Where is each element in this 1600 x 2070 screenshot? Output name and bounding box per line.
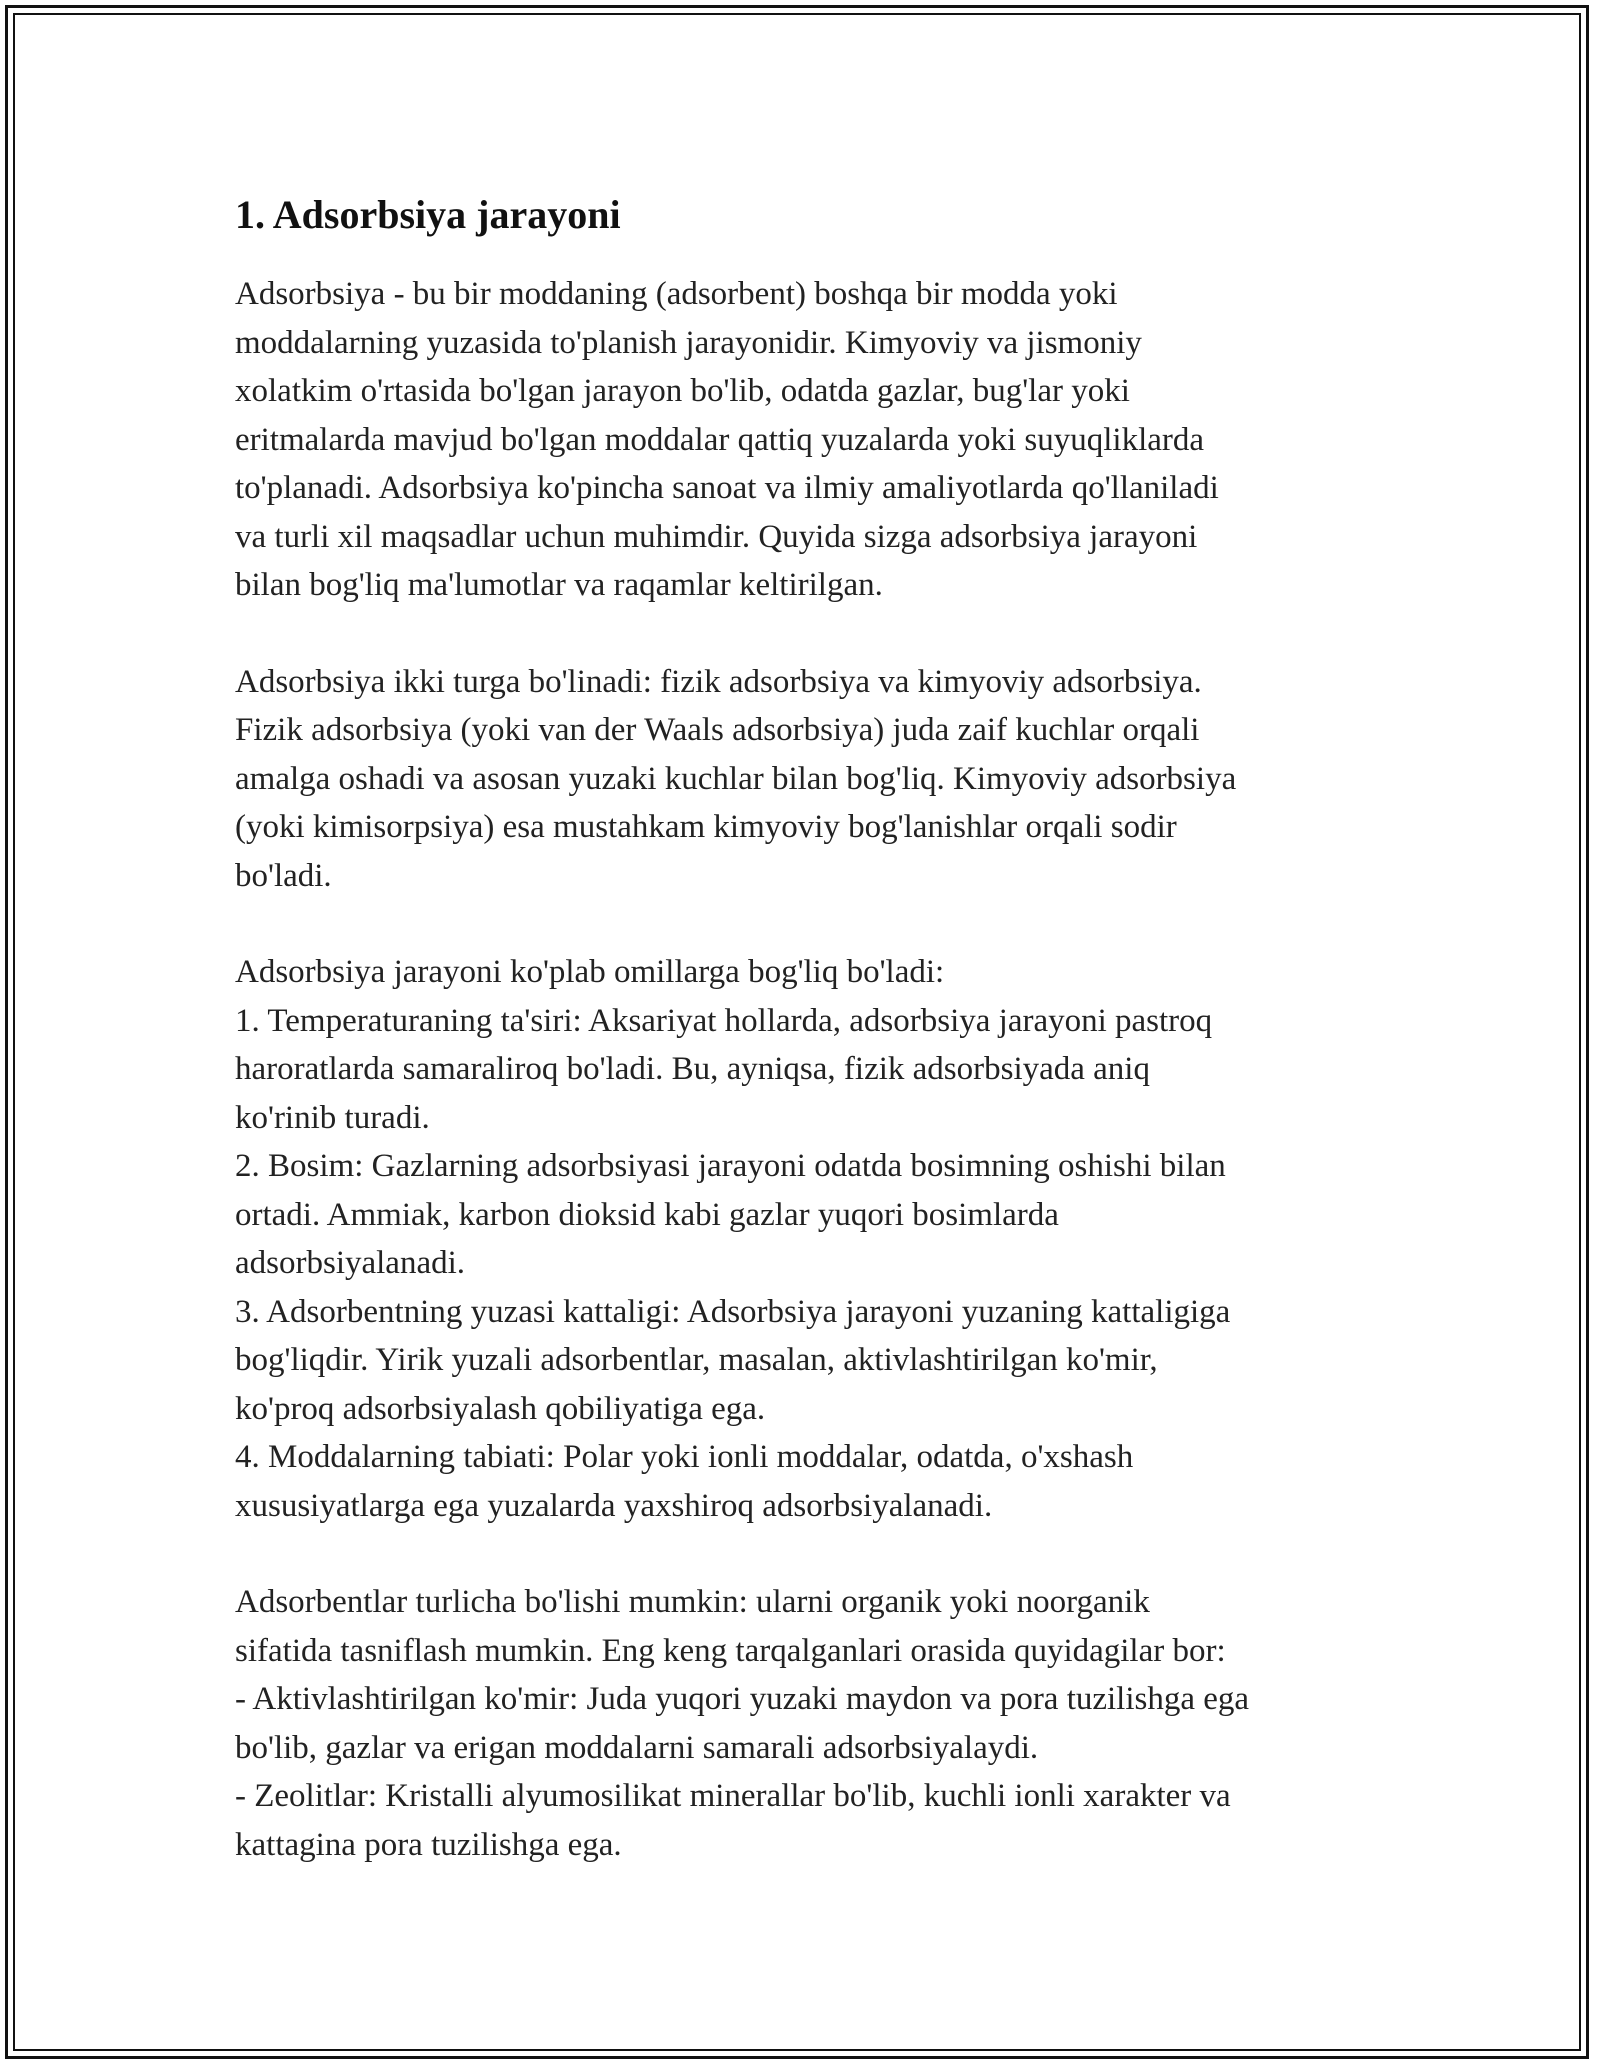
text-line: haroratlarda samaraliroq bo'ladi. Bu, ayniqsa, fizik adsorbsiyada aniq <box>235 1051 1150 1087</box>
paragraph-3 <box>235 948 1395 1530</box>
text-line: ortadi. Ammiak, karbon dioksid kabi gazlar yuqori bosimlarda <box>235 1196 1059 1233</box>
text-line: xususiyatlarga ega yuzalarda yaxshiroq adsorbsiyalanadi. <box>235 1487 993 1524</box>
text-line: 3. Adsorbentning yuzasi kattaligi: Adsorbsiya jarayoni yuzaning kattaligiga <box>235 1293 1231 1330</box>
text-line: sifatida tasniflash mumkin. Eng keng tarqalganlari orasida quyidagilar bor: <box>235 1632 1226 1669</box>
text-line: eritmalarda mavjud bo'lgan moddalar qattiq yuzalarda yoki suyuqliklarda <box>235 421 1205 458</box>
paragraph-2 <box>235 658 1395 901</box>
text-line: Adsorbsiya ikki turga bo'linadi: fizik adsorbsiya va kimyoviy adsorbsiya. <box>235 663 1202 700</box>
text-line: (yoki kimisorpsiya) esa mustahkam kimyoviy bog'lanishlar orqali sodir <box>235 809 1177 845</box>
document-title: 1. Adsorbsiya jarayoni <box>235 192 621 237</box>
text-line: Adsorbsiya jarayoni ko'plab omillarga bog'liq bo'ladi: <box>235 954 945 990</box>
text-line: ko'proq adsorbsiyalash qobiliyatiga ega. <box>235 1390 766 1427</box>
text-line: moddalarning yuzasida to'planish jarayonidir. Kimyoviy va jismoniy <box>235 324 1142 361</box>
text-line: 1. Temperaturaning ta'siri: Aksariyat hollarda, adsorbsiya jarayoni pastroq <box>235 1002 1213 1039</box>
text-line: 4. Moddalarning tabiati: Polar yoki ionli moddalar, odatda, o'xshash <box>235 1439 1134 1475</box>
text-line: va turli xil maqsadlar uchun muhimdir. Quyida sizga adsorbsiya jarayoni <box>235 518 1198 555</box>
paragraph-1 <box>235 270 1395 610</box>
text-line: 2. Bosim: Gazlarning adsorbsiyasi jarayoni odatda bosimning oshishi bilan <box>235 1148 1226 1184</box>
text-line: bo'ladi. <box>235 857 332 894</box>
paragraph-container <box>235 270 1395 1869</box>
text-line: ko'rinib turadi. <box>235 1099 430 1136</box>
document-body <box>235 190 1395 1917</box>
text-line: kattagina pora tuzilishga ega. <box>235 1826 622 1863</box>
text-line: xolatkim o'rtasida bo'lgan jarayon bo'lib, odatda gazlar, bug'lar yoki <box>235 373 1130 409</box>
text-line: Adsorbentlar turlicha bo'lishi mumkin: ularni organik yoki noorganik <box>235 1584 1150 1620</box>
text-line: Adsorbsiya - bu bir moddaning (adsorbent) boshqa bir modda yoki <box>235 276 1118 312</box>
text-line: to'planadi. Adsorbsiya ko'pincha sanoat va ilmiy amaliyotlarda qo'llaniladi <box>235 470 1219 506</box>
text-line: - Zeolitlar: Kristalli alyumosilikat minerallar bo'lib, kuchli ionli xarakter va <box>235 1778 1231 1814</box>
text-line: amalga oshadi va asosan yuzaki kuchlar bilan bog'liq. Kimyoviy adsorbsiya <box>235 760 1237 797</box>
text-line: bilan bog'liq ma'lumotlar va raqamlar keltirilgan. <box>235 567 883 603</box>
text-line: Fizik adsorbsiya (yoki van der Waals adsorbsiya) juda zaif kuchlar orqali <box>235 712 1200 748</box>
paragraph-4 <box>235 1578 1395 1869</box>
text-line: adsorbsiyalanadi. <box>235 1245 466 1281</box>
text-line: bo'lib, gazlar va erigan moddalarni samarali adsorbsiyalaydi. <box>235 1729 1039 1766</box>
text-line: bog'liqdir. Yirik yuzali adsorbentlar, masalan, aktivlashtirilgan ko'mir, <box>235 1342 1158 1378</box>
text-line: - Aktivlashtirilgan ko'mir: Juda yuqori yuzaki maydon va pora tuzilishga ega <box>235 1681 1250 1717</box>
